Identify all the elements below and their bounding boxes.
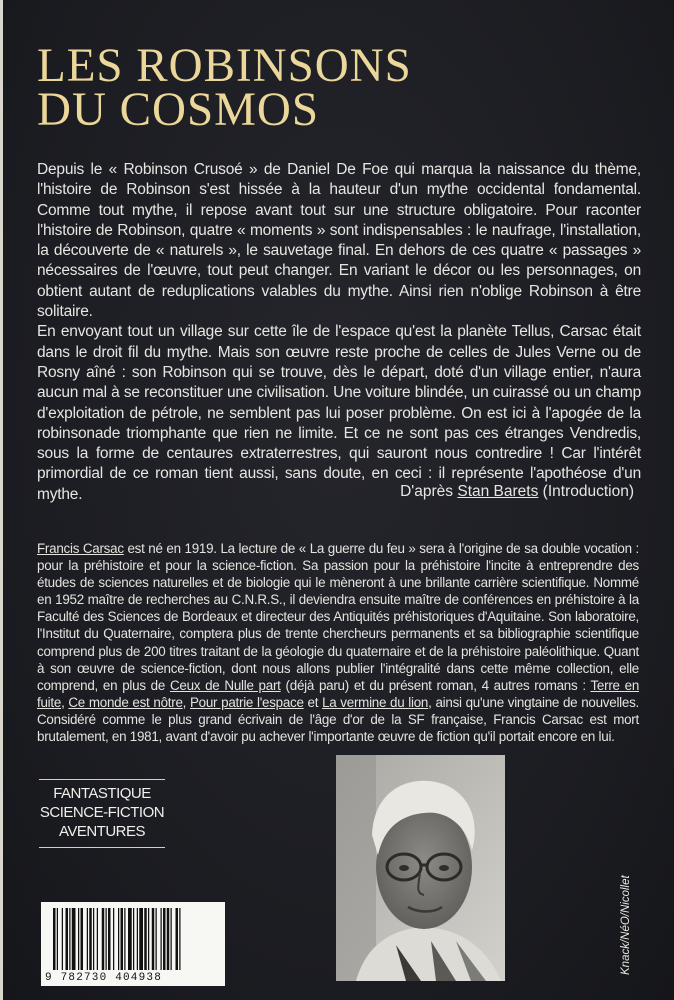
book-title [37,39,419,136]
attribution-suffix: (Introduction) [542,483,634,500]
bio-text-4: , ainsi qu'une vingtaine de nouvelles. Considéré comme le plus grand écrivain de l'âge d'or de la SF française, Francis Carsac est mort brutalement, en 1981, avant d'avoir pu achever l'importante œuvre de fiction qu'il portait encore en lui. [37,694,640,745]
book-title-ceux-de-nulle-part: Ceux de Nulle part [169,677,281,693]
blurb [37,160,641,505]
genre-fantastique: FANTASTIQUE [53,785,151,802]
bio-sep-2: , [182,694,190,710]
author-name: Francis Carsac [37,541,124,556]
barcode-digits: 9 782730 404938 [45,972,163,984]
bio-text-2: (déjà paru) et du présent roman, 4 autres romans : [280,677,591,693]
book-title-la-vermine-du-lion: La vermine du lion [322,694,429,710]
barcode [41,902,225,986]
photo-credit: Knack/NéO/Nicollet [620,875,632,975]
genre-box [39,779,165,848]
barcode-icon [41,902,225,972]
attribution-prefix: D'après [400,483,454,500]
blurb-paragraph-1: Depuis le « Robinson Crusoé » de Daniel De Foe qui marqua la naissance du thème, l'histoire de Robinson s'est hissée à la hauteur d'un mythe occidental fondamental. Comme tout mythe, il repose avant tout sur une structure obligatoire. Pour raconter l'histoire de Robinson, quatre « moments » sont indispensables : le naufrage, l'installation, la découverte de « naturels », le sauvetage final. En dehors de ces quatre « passages » nécessaires de l'œuvre, tout peut changer. En variant le décor ou les personnages, on obtient autant de reduplications valables du mythe. Ainsi rien n'oblige Robinson à être solitaire. [37,161,641,321]
book-title-terre-en-fuite: Terre en fuite [37,677,640,710]
title-line-2: DU COSMOS [37,83,319,136]
attribution [400,482,634,502]
bio-sep-1: , [61,694,69,710]
book-title-pour-patrie-l-espace: Pour patrie l'espace [189,694,304,710]
title-line-1: LES ROBINSONS [37,39,412,92]
attribution-name: Stan Barets [457,483,539,500]
author-photo [336,755,505,981]
blurb-paragraph-2: En envoyant tout un village sur cette île de l'espace qu'est la planète Tellus, Carsac était dans le droit fil du mythe. Mais son œuvre reste proche de celles de Jules Verne ou de Rosny aîné : son Robinson qui se trouve, dès le départ, doté d'un village entier, n'aura aucun mal à se reconstituer une civilisation. Une voiture blindée, un cuirassé ou un champ d'exploitation de pétrole, ne semblent pas lui poser problème. On est ici à l'apogée de la robinsonade triomphante que rien ne limite. Et ce ne sont pas ces étranges Vendredis, sous la forme de centaures extraterrestres, qui sauront nous contredire ! Car l'intérêt primordial de ce roman tient aussi, sans doute, en ceci : il représente l'apothéose d'un mythe. [37,323,641,503]
genre-science-fiction: SCIENCE-FICTION [39,804,165,821]
genre-aventures: AVENTURES [58,823,146,840]
author-portrait-icon [336,755,505,981]
bio-text-3: et [303,694,323,710]
book-title-ce-monde-est-notre: Ce monde est nôtre [68,694,183,710]
bio-text-1: est né en 1919. La lecture de « La guerre du feu » sera à l'origine de sa double vocation : pour la préhistoire et pour la science-fiction. Sa passion pour la préhistoire l'incite à entreprendre des études de sciences naturelles et de biologie qui le mèneront à une brillante carrière scientifique. Nommé en 1952 maître de recherches au C.N.R.S., il deviendra ensuite maître de conférences en préhistoire à la Faculté des Sciences de Bordeaux et directeur des Antiquités préhistoriques d'Aquitaine. Son laboratoire, l'Institut du Quaternaire, comptera plus de trente chercheurs permanents et sa bibliographie scientifique comprend plus de 200 titres traitant de la géologie du quaternaire et de la préhistoire paléolithique. Quant à son œuvre de science-fiction, dont nous allons publier l'intégralité dans cette même collection, elle comprend, en plus de [37,541,640,693]
author-bio [37,540,639,745]
